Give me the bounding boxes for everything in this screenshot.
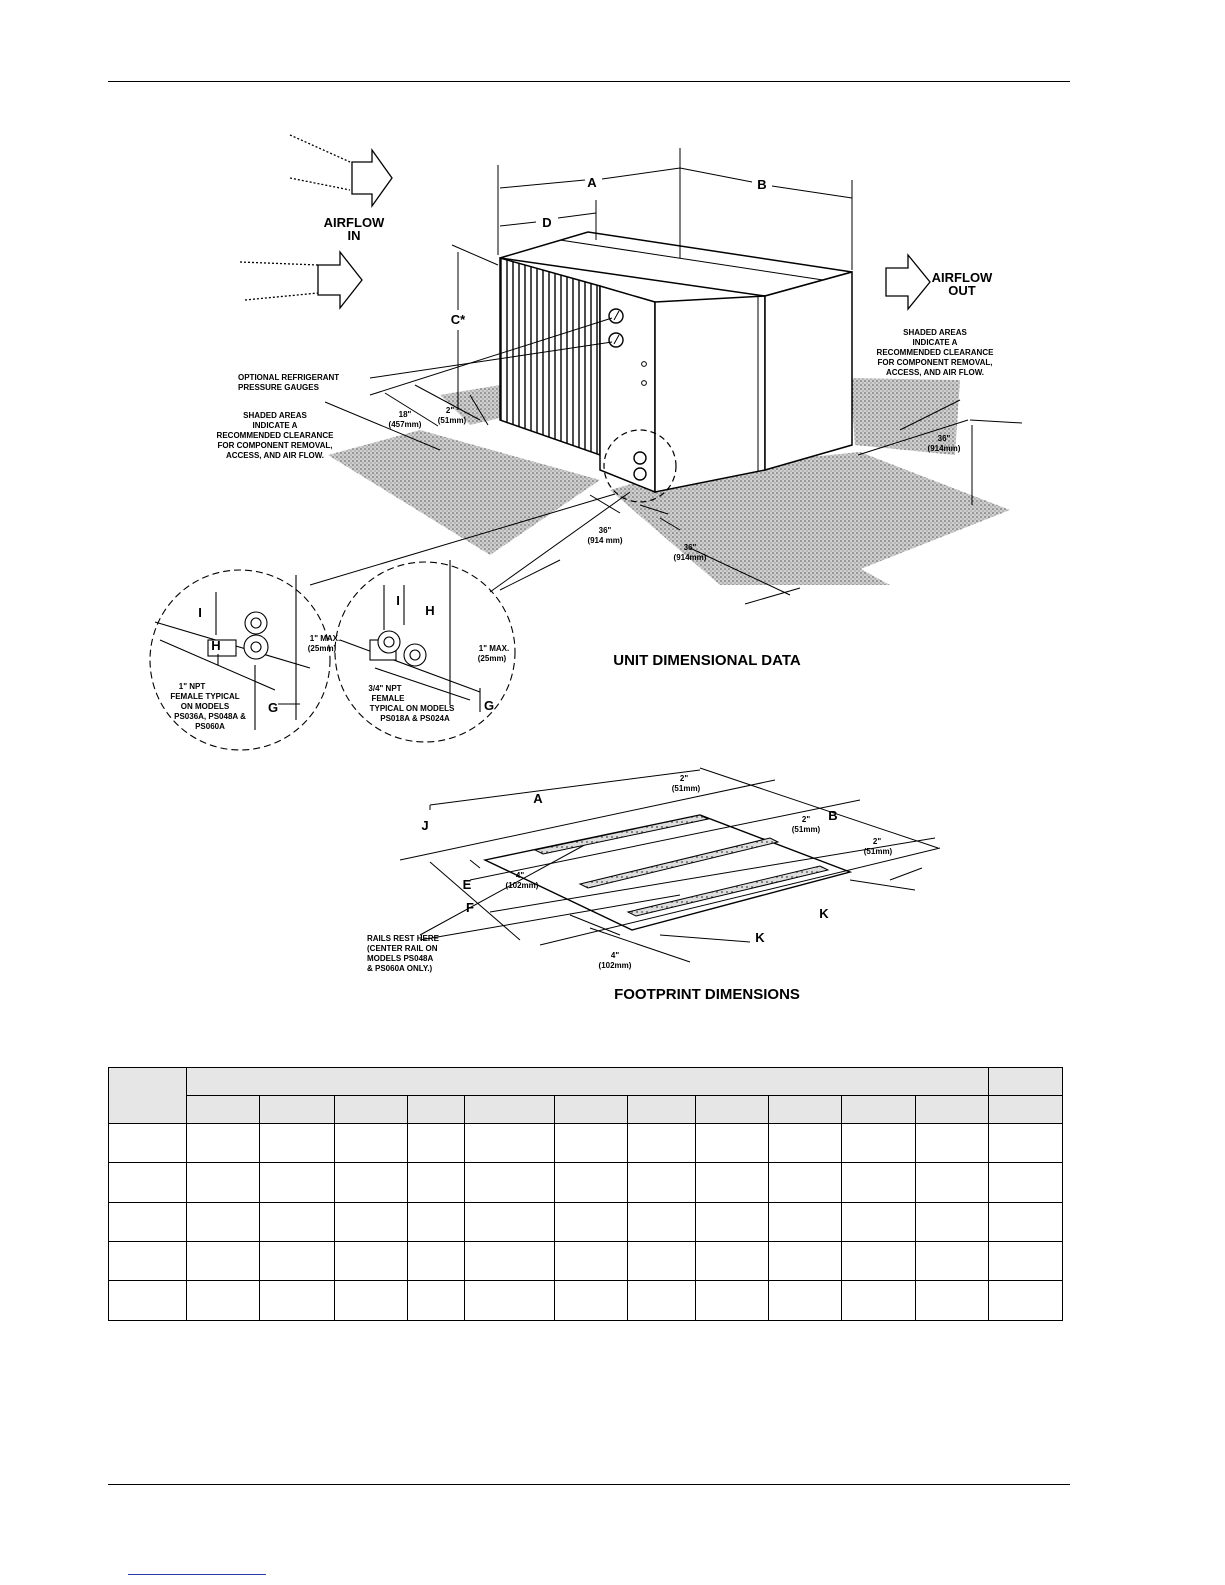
fp-2in-a: 2" — [679, 774, 689, 783]
dim-a: A — [587, 175, 597, 190]
table-header-cell — [989, 1096, 1063, 1124]
table-header-cell — [408, 1096, 465, 1124]
bottom-rule — [108, 1484, 1070, 1485]
svg-text:INDICATE A: INDICATE A — [252, 421, 298, 430]
table-header-cell — [260, 1096, 335, 1124]
footer-link-underline[interactable] — [128, 1574, 266, 1575]
clearance-18: 18" — [398, 410, 412, 419]
table-row — [109, 1280, 1063, 1320]
dimensions-table — [108, 1067, 1063, 1321]
table-header-cell — [769, 1096, 842, 1124]
dim-b: B — [757, 177, 767, 192]
dim-c: C* — [450, 312, 466, 327]
table-header-cell — [335, 1096, 408, 1124]
svg-text:(25mm): (25mm) — [307, 644, 337, 653]
table-header-cell — [628, 1096, 696, 1124]
clearance-36-front: 36" — [598, 526, 612, 535]
footprint-drawing — [400, 768, 940, 962]
svg-text:(914mm): (914mm) — [673, 553, 707, 562]
table-header-cell — [187, 1096, 260, 1124]
gauges-note-2: PRESSURE GAUGES — [238, 383, 319, 392]
svg-text:ON MODELS: ON MODELS — [180, 702, 230, 711]
svg-text:SHADED AREAS: SHADED AREAS — [243, 411, 307, 420]
airflow-out-label-1: AIRFLOW — [931, 270, 993, 285]
svg-text:FEMALE: FEMALE — [371, 694, 405, 703]
fp-dim-b: B — [828, 808, 838, 823]
svg-text:& PS060A ONLY.): & PS060A ONLY.) — [367, 964, 433, 973]
clearance-2: 2" — [445, 406, 455, 415]
svg-text:(914mm): (914mm) — [927, 444, 961, 453]
svg-text:(51mm): (51mm) — [791, 825, 821, 834]
detail-left-dim-i: I — [198, 605, 202, 620]
svg-text:(51mm): (51mm) — [863, 847, 893, 856]
svg-text:1" MAX.: 1" MAX. — [309, 634, 341, 643]
svg-text:(102mm): (102mm) — [598, 961, 632, 970]
detail-left-dim-h: H — [211, 638, 221, 653]
table-header-cell — [842, 1096, 916, 1124]
detail-right-dim-h: H — [425, 603, 435, 618]
fitting-detail-left — [150, 570, 330, 750]
table-header-cell — [916, 1096, 989, 1124]
fp-4in-bottom: 4" — [610, 951, 620, 960]
svg-text:ACCESS, AND AIR FLOW.: ACCESS, AND AIR FLOW. — [885, 368, 985, 377]
unit-title: UNIT DIMENSIONAL DATA — [613, 652, 801, 669]
table-row — [109, 1124, 1063, 1163]
svg-text:(457mm): (457mm) — [388, 420, 422, 429]
airflow-out-arrow — [886, 255, 930, 309]
fp-dim-a: A — [533, 791, 543, 806]
svg-text:(102mm): (102mm) — [505, 881, 539, 890]
dim-d: D — [542, 215, 552, 230]
footprint-title: FOOTPRINT DIMENSIONS — [614, 986, 800, 1003]
detail-right-dim-g: G — [483, 698, 495, 713]
fp-dim-e: E — [462, 877, 472, 892]
detail-left-note — [170, 682, 246, 731]
fp-dim-j: J — [421, 818, 429, 833]
svg-text:RAILS REST HERE: RAILS REST HERE — [367, 934, 440, 943]
shaded-note-left — [217, 411, 335, 460]
table-header-cell — [696, 1096, 769, 1124]
detail-right-note — [368, 684, 455, 723]
svg-text:FOR COMPONENT REMOVAL,: FOR COMPONENT REMOVAL, — [217, 441, 333, 450]
svg-text:3/4" NPT: 3/4" NPT — [368, 684, 402, 693]
detail-right-dim-i: I — [396, 593, 400, 608]
svg-text:(CENTER RAIL ON: (CENTER RAIL ON — [367, 944, 438, 953]
table-header-cell — [187, 1068, 989, 1096]
table-header-cell — [465, 1096, 555, 1124]
svg-text:FEMALE TYPICAL: FEMALE TYPICAL — [170, 692, 240, 701]
svg-text:1" MAX.: 1" MAX. — [478, 644, 510, 653]
airflow-in-label-2: IN — [347, 228, 361, 243]
svg-text:1" NPT: 1" NPT — [178, 682, 206, 691]
svg-text:(51mm): (51mm) — [437, 416, 467, 425]
svg-text:SHADED AREAS: SHADED AREAS — [903, 328, 967, 337]
gauges-note-1: OPTIONAL REFRIGERANT — [238, 373, 340, 382]
fp-dim-k-right: K — [819, 906, 829, 921]
svg-text:(914 mm): (914 mm) — [587, 536, 623, 545]
fp-dim-f: F — [466, 900, 474, 915]
table-header-cell — [989, 1068, 1063, 1096]
fp-4in-left: 4" — [515, 871, 525, 880]
svg-text:MODELS PS048A: MODELS PS048A — [367, 954, 434, 963]
clearance-36-right: 36" — [937, 434, 951, 443]
svg-text:PS018A & PS024A: PS018A & PS024A — [380, 714, 450, 723]
svg-text:PS060A: PS060A — [195, 722, 225, 731]
detail-left-dim-g: G — [267, 700, 279, 715]
table-row — [109, 1163, 1063, 1202]
svg-text:(51mm): (51mm) — [671, 784, 701, 793]
rails-note — [367, 934, 440, 973]
table-row — [109, 1241, 1063, 1280]
svg-text:INDICATE A: INDICATE A — [912, 338, 958, 347]
svg-text:FOR COMPONENT REMOVAL,: FOR COMPONENT REMOVAL, — [877, 358, 993, 367]
airflow-in-label-1: AIRFLOW — [323, 215, 385, 230]
clearance-36-side: 36" — [683, 543, 697, 552]
svg-text:PS036A, PS048A &: PS036A, PS048A & — [174, 712, 246, 721]
svg-text:RECOMMENDED CLEARANCE: RECOMMENDED CLEARANCE — [216, 431, 334, 440]
fp-2in-b: 2" — [801, 815, 811, 824]
table-row — [109, 1202, 1063, 1241]
airflow-out-label-2: OUT — [948, 283, 976, 298]
svg-text:ACCESS, AND AIR FLOW.: ACCESS, AND AIR FLOW. — [225, 451, 325, 460]
svg-text:(25mm): (25mm) — [477, 654, 507, 663]
svg-text:RECOMMENDED CLEARANCE: RECOMMENDED CLEARANCE — [876, 348, 994, 357]
fp-2in-c: 2" — [872, 837, 882, 846]
svg-text:TYPICAL ON MODELS: TYPICAL ON MODELS — [369, 704, 455, 713]
table-header-cell — [109, 1068, 187, 1124]
table-header-cell — [555, 1096, 628, 1124]
shaded-note-right — [877, 328, 995, 377]
fp-dim-k-bottom: K — [755, 930, 765, 945]
